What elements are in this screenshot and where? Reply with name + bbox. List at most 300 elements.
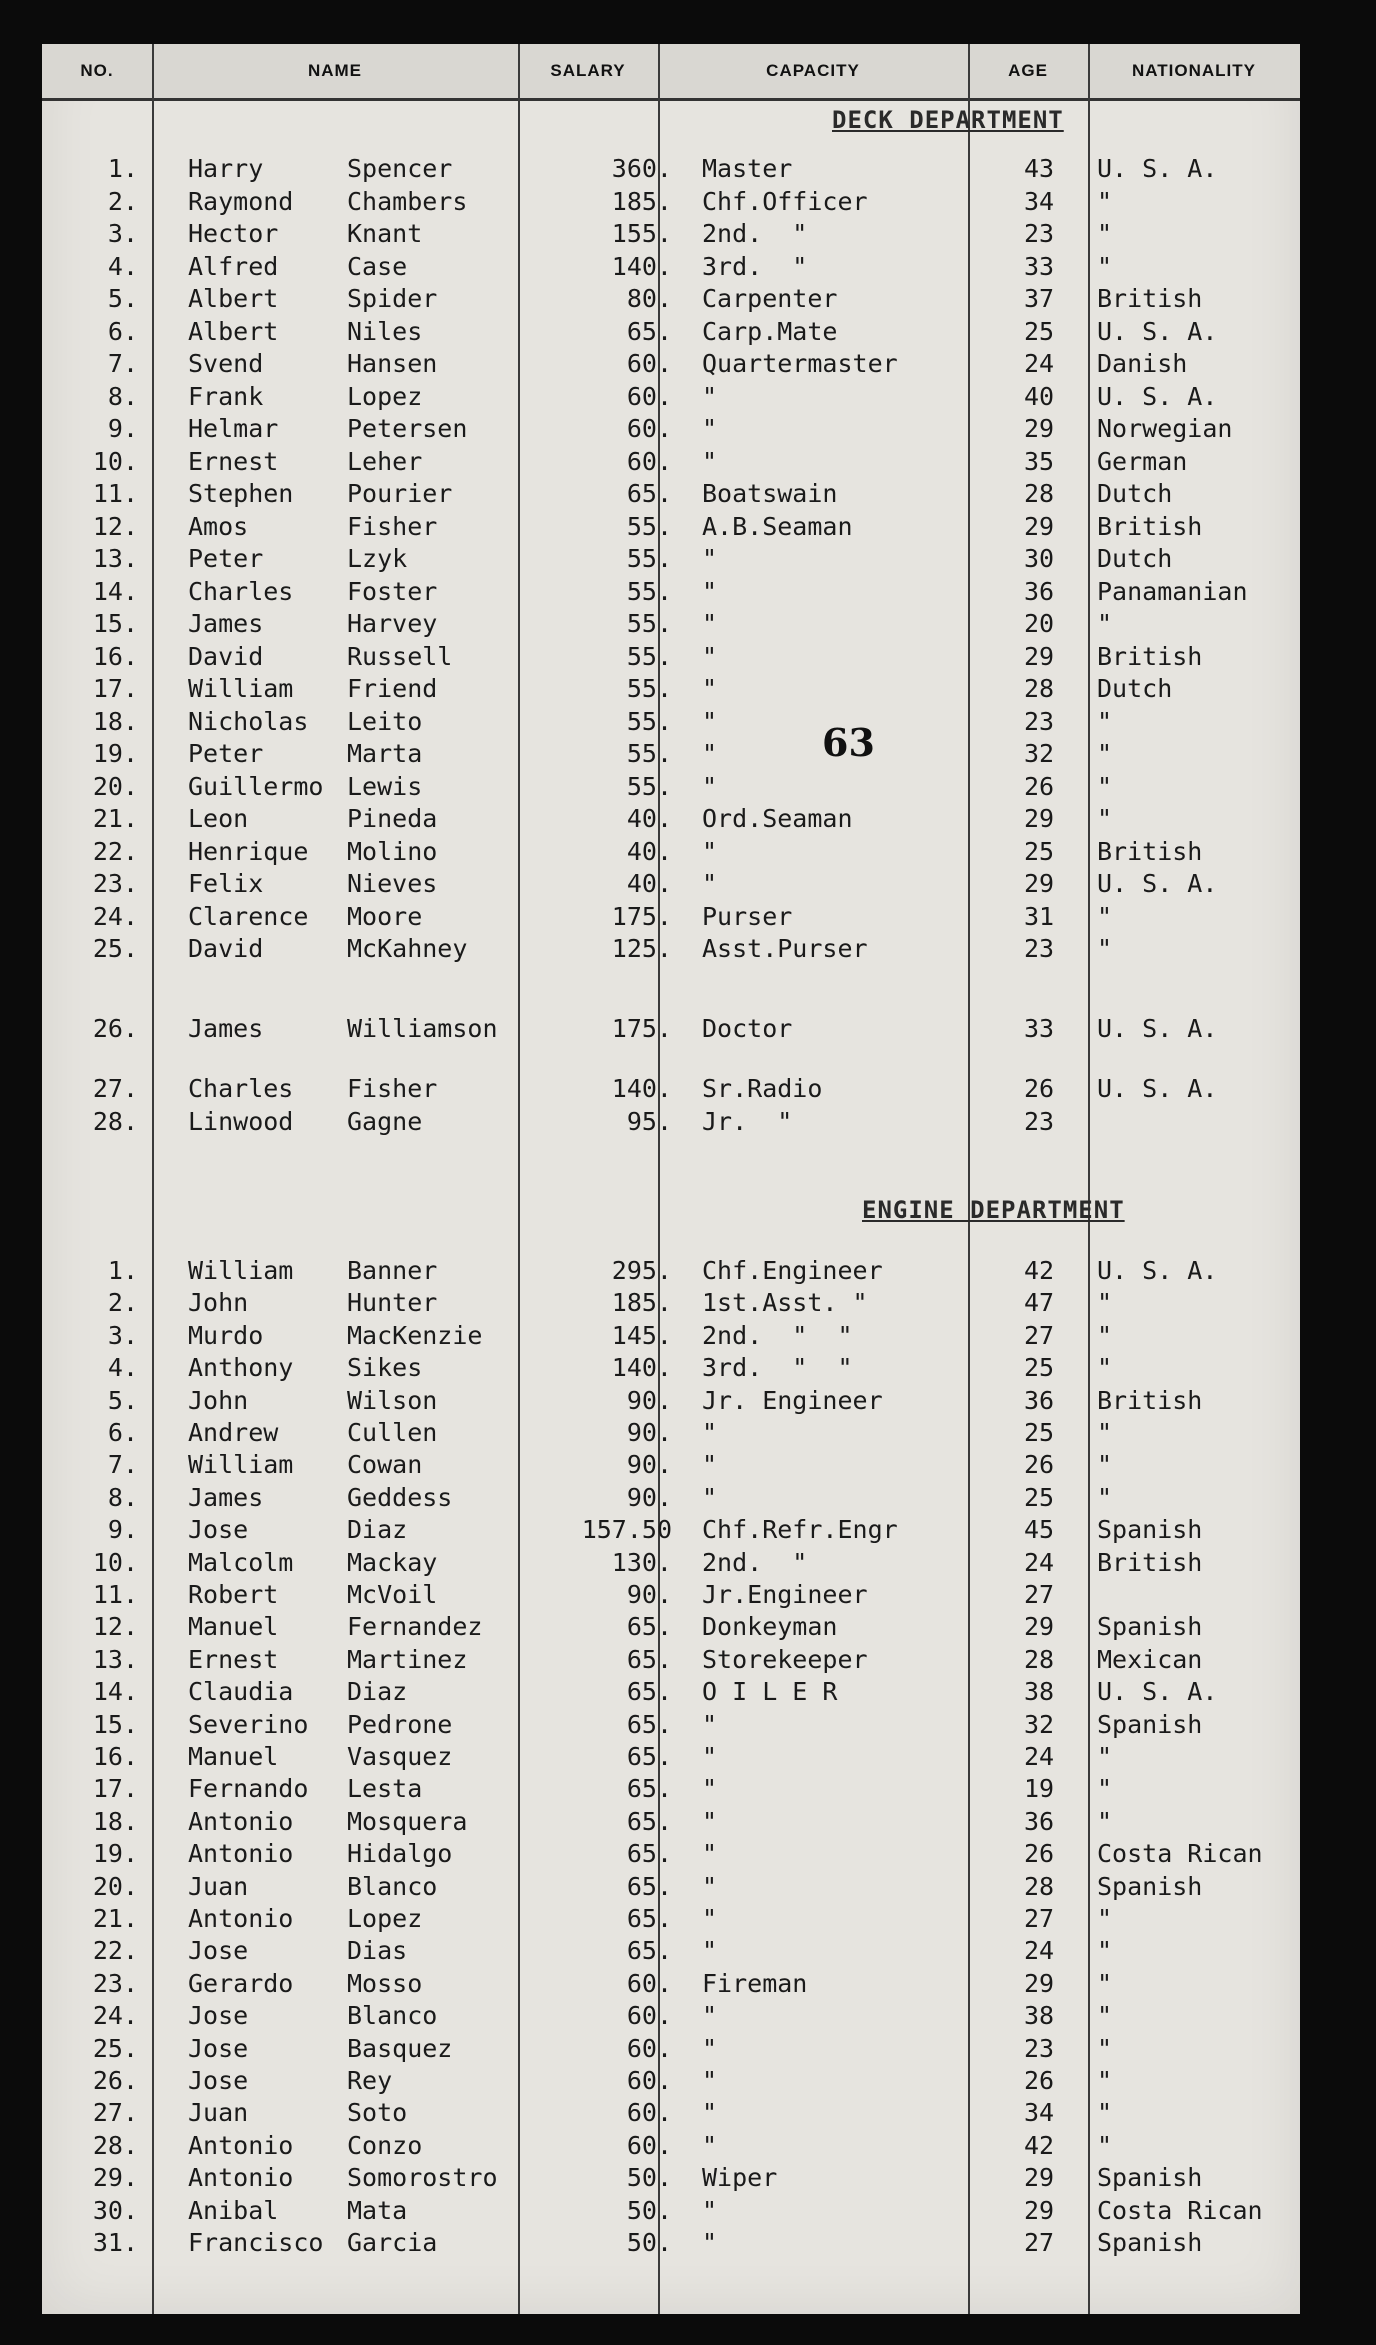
table-row [42, 2034, 1300, 2066]
nationality-value: Spanish [1097, 1871, 1203, 1901]
salary-value: 140. [611, 251, 672, 281]
salary-value: 55. [626, 771, 672, 801]
last-name: Fernandez [347, 1612, 483, 1642]
nationality-value: " [1097, 1482, 1113, 1512]
age-value: 24 [1023, 1742, 1055, 1771]
age-value: 28 [1023, 1644, 1055, 1674]
capacity-value: 3rd. " [702, 251, 808, 281]
salary-value: 90. [626, 1580, 672, 1609]
first-name: Charles [188, 1074, 294, 1103]
last-name: Hunter [347, 1288, 438, 1318]
salary-value: 65. [626, 1904, 672, 1933]
nationality-value: " [1097, 1320, 1113, 1350]
salary-value: 55. [626, 544, 672, 573]
nationality-value: U. S. A. [1097, 154, 1218, 183]
table-row [42, 1014, 1300, 1046]
salary-value: 65. [626, 1839, 672, 1869]
age-value: 26 [1023, 1839, 1055, 1869]
capacity-value: Donkeyman [702, 1612, 838, 1642]
row-number: 14. [92, 1677, 138, 1707]
column-header-bar [42, 44, 1300, 101]
row-number: 30. [92, 2195, 138, 2225]
table-row [42, 414, 1300, 446]
row-number: 31. [92, 2228, 138, 2257]
row-number: 22. [92, 1936, 138, 1966]
capacity-value: " [702, 1418, 718, 1447]
age-value: 26 [1023, 2066, 1055, 2095]
salary-value: 65. [626, 1774, 672, 1804]
nationality-value: British [1097, 511, 1203, 541]
age-value: 29 [1023, 414, 1055, 443]
table-row [42, 544, 1300, 576]
age-value: 29 [1023, 1612, 1055, 1642]
first-name: Henrique [188, 836, 309, 866]
capacity-value: " [702, 1450, 718, 1480]
last-name: Lopez [347, 381, 423, 411]
age-value: 25 [1023, 1482, 1055, 1512]
age-value: 28 [1023, 479, 1055, 508]
last-name: Vasquez [347, 1742, 453, 1771]
capacity-value: " [702, 381, 718, 411]
nationality-value: " [1097, 804, 1113, 833]
last-name: Fisher [347, 1074, 438, 1103]
capacity-value: " [702, 609, 718, 638]
salary-value: 50. [626, 2195, 672, 2225]
capacity-value: 2nd. " [702, 219, 808, 248]
salary-value: 65. [626, 1871, 672, 1901]
salary-value: 55. [626, 511, 672, 541]
capacity-value: " [702, 544, 718, 573]
first-name: Robert [188, 1580, 279, 1609]
age-value: 47 [1023, 1288, 1055, 1318]
age-value: 31 [1023, 901, 1055, 931]
last-name: Chambers [347, 186, 468, 216]
table-row [42, 1515, 1300, 1547]
age-value: 29 [1023, 1968, 1055, 1998]
nationality-value: U. S. A. [1097, 869, 1218, 898]
salary-value: 60. [626, 349, 672, 378]
first-name: Harry [188, 154, 264, 183]
engine-department-title: ENGINE DEPARTMENT [862, 1196, 1125, 1224]
last-name: Lesta [347, 1774, 423, 1804]
first-name: Jose [188, 2001, 249, 2031]
first-name: John [188, 1385, 249, 1415]
table-row [42, 1107, 1300, 1139]
nationality-value: U. S. A. [1097, 1677, 1218, 1707]
table-row [42, 512, 1300, 544]
capacity-value: 3rd. " " [702, 1353, 853, 1383]
salary-value: 60. [626, 2066, 672, 2095]
capacity-value: Sr.Radio [702, 1074, 823, 1103]
table-row [42, 1321, 1300, 1353]
age-value: 29 [1023, 2163, 1055, 2193]
row-number: 28. [92, 1106, 138, 1136]
row-number: 29. [92, 2163, 138, 2193]
table-row [42, 1710, 1300, 1742]
first-name: Helmar [188, 414, 279, 443]
first-name: Linwood [188, 1106, 294, 1136]
header-capacity: CAPACITY [766, 61, 860, 80]
table-row [42, 1483, 1300, 1515]
capacity-value: " [702, 1709, 718, 1739]
age-value: 29 [1023, 2195, 1055, 2225]
last-name: Garcia [347, 2228, 438, 2257]
nationality-value: " [1097, 1936, 1113, 1966]
nationality-value: " [1097, 2033, 1113, 2063]
row-number: 12. [92, 1612, 138, 1642]
first-name: David [188, 641, 264, 671]
salary-value: 185. [611, 1288, 672, 1318]
salary-value: 65. [626, 316, 672, 346]
age-value: 32 [1023, 739, 1055, 768]
nationality-value: " [1097, 2001, 1113, 2031]
salary-value: 55. [626, 609, 672, 638]
table-row [42, 1580, 1300, 1612]
table-row [42, 349, 1300, 381]
capacity-value: " [702, 869, 718, 898]
table-row [42, 772, 1300, 804]
nationality-value: " [1097, 2066, 1113, 2095]
row-number: 19. [92, 1839, 138, 1869]
last-name: Lopez [347, 1904, 423, 1933]
age-value: 36 [1023, 1806, 1055, 1836]
row-number: 13. [92, 1644, 138, 1674]
row-number: 8. [107, 1482, 138, 1512]
salary-value: 65. [626, 479, 672, 508]
salary-value: 140. [611, 1074, 672, 1103]
first-name: Guillermo [188, 771, 324, 801]
capacity-value: " [702, 576, 718, 606]
last-name: Knant [347, 219, 423, 248]
capacity-value: Carpenter [702, 284, 838, 313]
row-number: 18. [92, 706, 138, 736]
table-row [42, 1677, 1300, 1709]
row-number: 2. [107, 1288, 138, 1318]
row-number: 1. [107, 154, 138, 183]
salary-value: 140. [611, 1353, 672, 1383]
capacity-value: " [702, 1839, 718, 1869]
last-name: Diaz [347, 1677, 408, 1707]
nationality-value: " [1097, 706, 1113, 736]
age-value: 33 [1023, 1014, 1055, 1043]
last-name: Leher [347, 446, 423, 476]
age-value: 29 [1023, 511, 1055, 541]
last-name: Lewis [347, 771, 423, 801]
first-name: Albert [188, 284, 279, 313]
first-name: Claudia [188, 1677, 294, 1707]
first-name: Jose [188, 1936, 249, 1966]
salary-value: 295. [611, 1256, 672, 1285]
table-row [42, 2228, 1300, 2260]
first-name: Peter [188, 739, 264, 768]
capacity-value: " [702, 1936, 718, 1966]
nationality-value: " [1097, 1418, 1113, 1447]
salary-value: 360. [611, 154, 672, 183]
nationality-value: " [1097, 934, 1113, 963]
nationality-value: " [1097, 1288, 1113, 1318]
age-value: 32 [1023, 1709, 1055, 1739]
table-row [42, 2163, 1300, 2195]
row-number: 10. [92, 446, 138, 476]
salary-value: 80. [626, 284, 672, 313]
first-name: Malcolm [188, 1547, 294, 1577]
salary-value: 55. [626, 674, 672, 703]
salary-value: 60. [626, 381, 672, 411]
age-value: 26 [1023, 1450, 1055, 1480]
row-number: 15. [92, 1709, 138, 1739]
age-value: 23 [1023, 1106, 1055, 1136]
last-name: Martinez [347, 1644, 468, 1674]
first-name: Anibal [188, 2195, 279, 2225]
last-name: Somorostro [347, 2163, 498, 2193]
capacity-value: Storekeeper [702, 1644, 868, 1674]
capacity-value: 2nd. " " [702, 1320, 853, 1350]
row-number: 17. [92, 674, 138, 703]
last-name: Foster [347, 576, 438, 606]
capacity-value: " [702, 2098, 718, 2128]
first-name: Nicholas [188, 706, 309, 736]
table-row [42, 382, 1300, 414]
salary-value: 55. [626, 739, 672, 768]
row-number: 4. [107, 251, 138, 281]
salary-value: 65. [626, 1806, 672, 1836]
nationality-value: British [1097, 641, 1203, 671]
crew-list-sheet [42, 44, 1300, 2314]
table-row [42, 2066, 1300, 2098]
capacity-value: " [702, 771, 718, 801]
capacity-value: Quartermaster [702, 349, 898, 378]
nationality-value: " [1097, 901, 1113, 931]
first-name: Raymond [188, 186, 294, 216]
table-row [42, 187, 1300, 219]
row-number: 23. [92, 869, 138, 898]
first-name: William [188, 1450, 294, 1480]
row-number: 26. [92, 1014, 138, 1043]
nationality-value: British [1097, 1385, 1203, 1415]
capacity-value: Fireman [702, 1968, 808, 1998]
nationality-value: " [1097, 251, 1113, 281]
last-name: Marta [347, 739, 423, 768]
last-name: McVoil [347, 1580, 438, 1609]
row-number: 24. [92, 2001, 138, 2031]
capacity-value: " [702, 1806, 718, 1836]
table-row [42, 1074, 1300, 1106]
table-row [42, 1904, 1300, 1936]
row-number: 19. [92, 739, 138, 768]
nationality-value: U. S. A. [1097, 1074, 1218, 1103]
salary-value: 90. [626, 1418, 672, 1447]
nationality-value: " [1097, 739, 1113, 768]
last-name: Mosquera [347, 1806, 468, 1836]
salary-value: 65. [626, 1936, 672, 1966]
salary-value: 175. [611, 1014, 672, 1043]
capacity-value: 2nd. " [702, 1547, 808, 1577]
row-number: 6. [107, 1418, 138, 1447]
row-number: 3. [107, 1320, 138, 1350]
nationality-value: British [1097, 284, 1203, 313]
age-value: 36 [1023, 1385, 1055, 1415]
row-number: 4. [107, 1353, 138, 1383]
last-name: Nieves [347, 869, 438, 898]
nationality-value: Spanish [1097, 1515, 1203, 1545]
first-name: Francisco [188, 2228, 324, 2257]
table-row [42, 2196, 1300, 2228]
age-value: 27 [1023, 1580, 1055, 1609]
age-value: 43 [1023, 154, 1055, 183]
last-name: Basquez [347, 2033, 453, 2063]
salary-value: 60. [626, 446, 672, 476]
capacity-value: " [702, 706, 718, 736]
table-row [42, 447, 1300, 479]
salary-value: 65. [626, 1742, 672, 1771]
last-name: Soto [347, 2098, 408, 2128]
salary-value: 157.50 [581, 1515, 672, 1545]
age-value: 33 [1023, 251, 1055, 281]
last-name: Petersen [347, 414, 468, 443]
header-age: AGE [1008, 61, 1048, 80]
age-value: 29 [1023, 869, 1055, 898]
nationality-value: U. S. A. [1097, 1256, 1218, 1285]
row-number: 11. [92, 1580, 138, 1609]
first-name: Antonio [188, 1904, 294, 1933]
capacity-value: O I L E R [702, 1677, 838, 1707]
row-number: 20. [92, 771, 138, 801]
last-name: Mata [347, 2195, 408, 2225]
row-number: 17. [92, 1774, 138, 1804]
age-value: 28 [1023, 1871, 1055, 1901]
capacity-value: Jr. Engineer [702, 1385, 883, 1415]
first-name: Jose [188, 1515, 249, 1545]
age-value: 25 [1023, 1418, 1055, 1447]
last-name: Niles [347, 316, 423, 346]
row-number: 28. [92, 2130, 138, 2160]
capacity-value: " [702, 1871, 718, 1901]
row-number: 27. [92, 2098, 138, 2128]
row-number: 15. [92, 609, 138, 638]
last-name: Wilson [347, 1385, 438, 1415]
salary-value: 50. [626, 2163, 672, 2193]
salary-value: 185. [611, 186, 672, 216]
salary-value: 55. [626, 576, 672, 606]
row-number: 5. [107, 284, 138, 313]
last-name: Cowan [347, 1450, 423, 1480]
age-value: 27 [1023, 1904, 1055, 1933]
salary-value: 130. [611, 1547, 672, 1577]
table-row [42, 2131, 1300, 2163]
age-value: 34 [1023, 2098, 1055, 2128]
table-row [42, 1742, 1300, 1774]
salary-value: 90. [626, 1385, 672, 1415]
salary-value: 60. [626, 1968, 672, 1998]
first-name: Anthony [188, 1353, 294, 1383]
last-name: Mackay [347, 1547, 438, 1577]
age-value: 25 [1023, 1353, 1055, 1383]
row-number: 2. [107, 186, 138, 216]
age-value: 45 [1023, 1515, 1055, 1545]
table-row [42, 1774, 1300, 1806]
last-name: MacKenzie [347, 1320, 483, 1350]
last-name: Blanco [347, 1871, 438, 1901]
nationality-value: U. S. A. [1097, 381, 1218, 411]
last-name: Molino [347, 836, 438, 866]
table-row [42, 1612, 1300, 1644]
capacity-value: " [702, 2001, 718, 2031]
table-row [42, 804, 1300, 836]
age-value: 25 [1023, 836, 1055, 866]
row-number: 21. [92, 1904, 138, 1933]
age-value: 29 [1023, 641, 1055, 671]
last-name: Williamson [347, 1014, 498, 1043]
age-value: 23 [1023, 934, 1055, 963]
capacity-value: Jr.Engineer [702, 1580, 868, 1609]
header-no: NO. [80, 61, 114, 80]
capacity-value: " [702, 414, 718, 443]
salary-value: 65. [626, 1709, 672, 1739]
salary-value: 145. [611, 1320, 672, 1350]
last-name: Diaz [347, 1515, 408, 1545]
table-row [42, 1386, 1300, 1418]
last-name: Spencer [347, 154, 453, 183]
table-row [42, 902, 1300, 934]
table-row [42, 1936, 1300, 1968]
table-row [42, 1839, 1300, 1871]
nationality-value: Dutch [1097, 479, 1173, 508]
capacity-value: Asst.Purser [702, 934, 868, 963]
nationality-value: Panamanian [1097, 576, 1248, 606]
age-value: 23 [1023, 219, 1055, 248]
age-value: 23 [1023, 2033, 1055, 2063]
nationality-value: " [1097, 186, 1113, 216]
salary-value: 125. [611, 934, 672, 963]
row-number: 9. [107, 1515, 138, 1545]
age-value: 26 [1023, 771, 1055, 801]
first-name: Manuel [188, 1742, 279, 1771]
nationality-value: " [1097, 219, 1113, 248]
table-row [42, 1256, 1300, 1288]
first-name: Juan [188, 1871, 249, 1901]
capacity-value: " [702, 2066, 718, 2095]
nationality-value: U. S. A. [1097, 1014, 1218, 1043]
row-number: 21. [92, 804, 138, 833]
last-name: Cullen [347, 1418, 438, 1447]
last-name: Sikes [347, 1353, 423, 1383]
salary-value: 90. [626, 1450, 672, 1480]
nationality-value: " [1097, 1742, 1113, 1771]
last-name: Harvey [347, 609, 438, 638]
first-name: Juan [188, 2098, 249, 2128]
capacity-value: " [702, 641, 718, 671]
table-row [42, 869, 1300, 901]
nationality-value: British [1097, 836, 1203, 866]
last-name: Pedrone [347, 1709, 453, 1739]
first-name: Severino [188, 1709, 309, 1739]
nationality-value: Costa Rican [1097, 1839, 1263, 1869]
capacity-value: 1st.Asst. " [702, 1288, 868, 1318]
table-row [42, 219, 1300, 251]
table-row [42, 934, 1300, 966]
row-number: 6. [107, 316, 138, 346]
capacity-value: Carp.Mate [702, 316, 838, 346]
nationality-value: " [1097, 1806, 1113, 1836]
last-name: Moore [347, 901, 423, 931]
first-name: Frank [188, 381, 264, 411]
first-name: Murdo [188, 1320, 264, 1350]
header-salary: SALARY [550, 61, 626, 80]
table-row [42, 154, 1300, 186]
table-row [42, 479, 1300, 511]
row-number: 7. [107, 349, 138, 378]
row-number: 10. [92, 1547, 138, 1577]
